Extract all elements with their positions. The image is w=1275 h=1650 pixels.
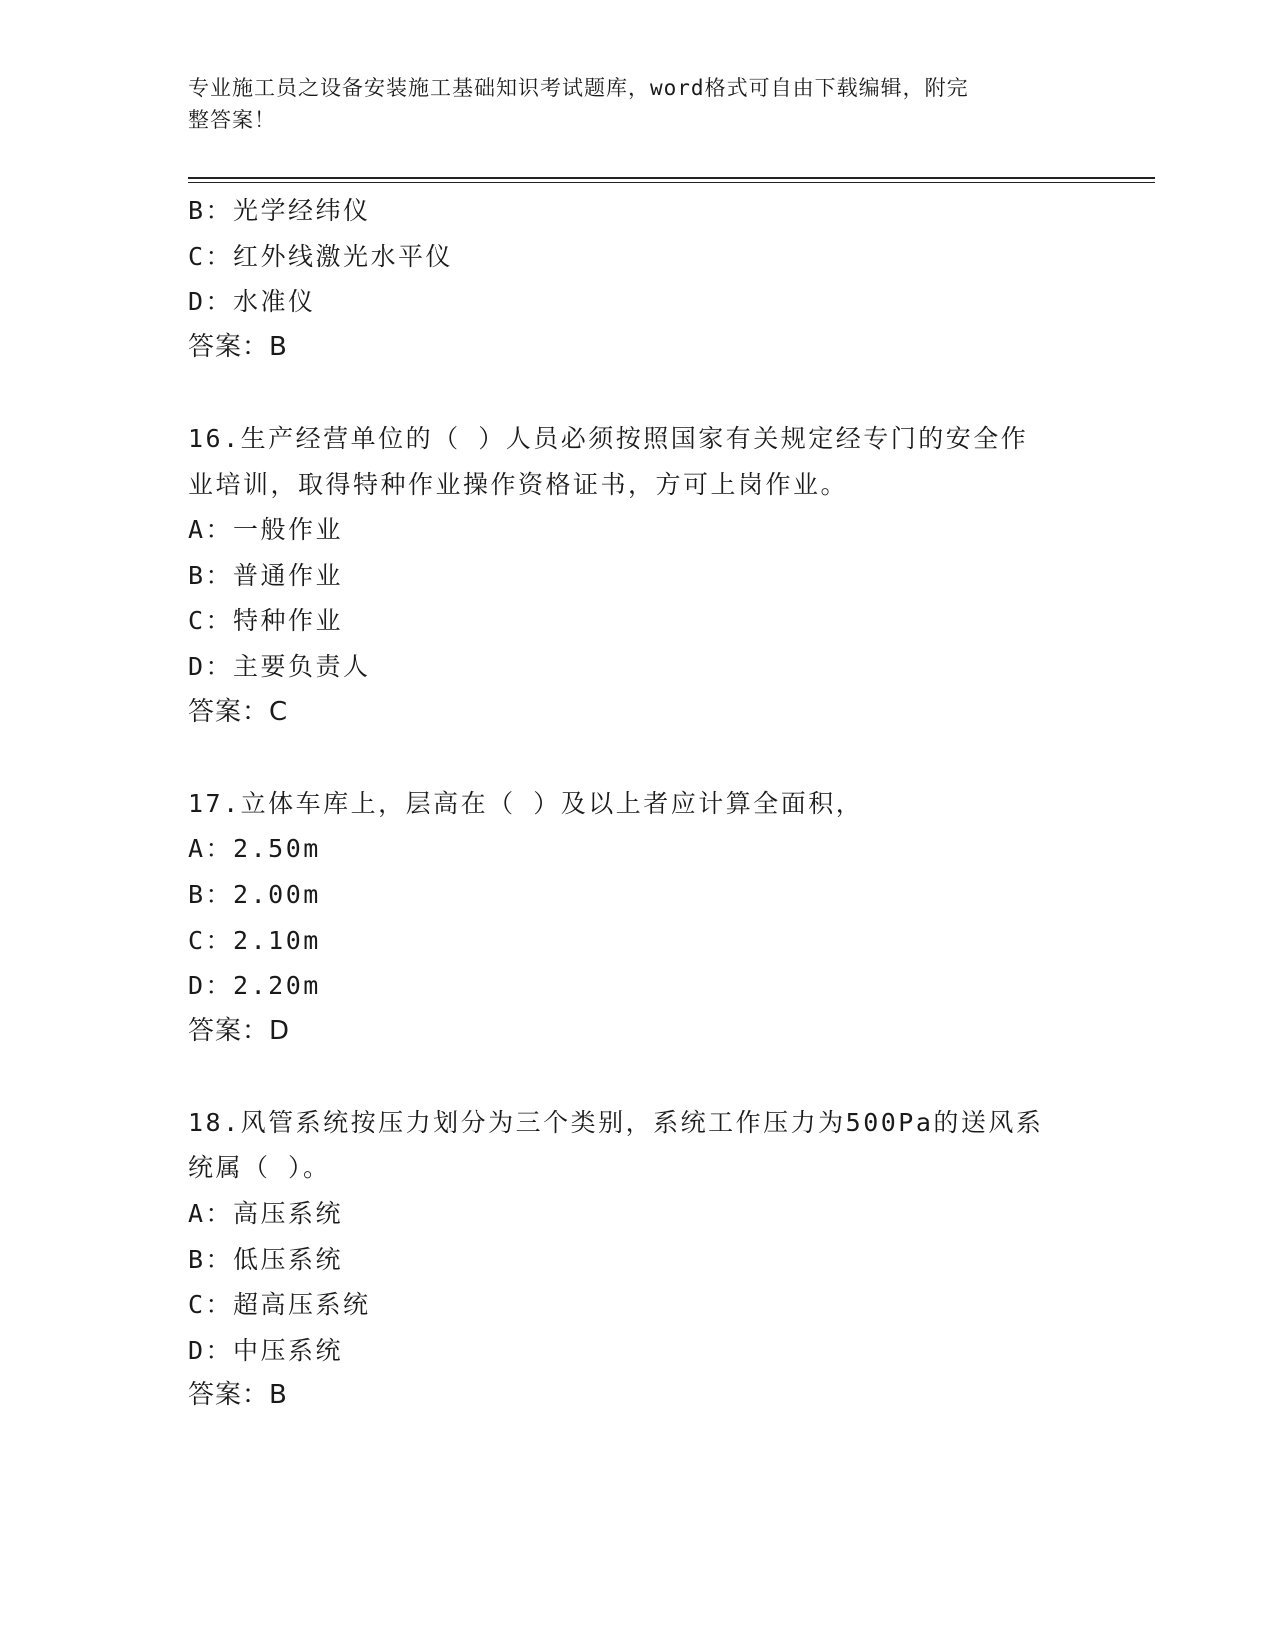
spacer (188, 370, 1088, 416)
option-d: D：中压系统 (188, 1335, 344, 1365)
question-list (188, 188, 1088, 1419)
header-line-1: 专业施工员之设备安装施工基础知识考试题库，word格式可自由下载编辑，附完 (188, 76, 969, 100)
option-d: D：主要负责人 (188, 651, 371, 681)
option-a: A：高压系统 (188, 1199, 344, 1229)
header-divider-thick (188, 177, 1155, 179)
option-b: B：光学经纬仪 (188, 196, 371, 225)
question-stem-line-2: 统属（ ）。 (188, 1153, 331, 1183)
option-c: C：超高压系统 (188, 1290, 371, 1320)
option-b: B：普通作业 (188, 560, 344, 590)
question-18 (188, 1100, 1088, 1419)
question-stem-line-1: 16.生产经营单位的（ ）人员必须按照国家有关规定经专门的安全作 (188, 423, 1029, 453)
option-c: C：2.10m (188, 925, 321, 955)
answer-line: 答案：B (188, 1380, 288, 1411)
question-17 (188, 781, 1088, 1055)
question-15-tail (188, 188, 1088, 370)
question-stem-line-2: 业培训，取得特种作业操作资格证书，方可上岗作业。 (188, 469, 849, 499)
option-c: C：特种作业 (188, 606, 344, 636)
answer-line: 答案：D (188, 1015, 291, 1046)
spacer (188, 735, 1088, 781)
answer-line: 答案：B (188, 331, 288, 362)
question-stem-line-1: 18.风管系统按压力划分为三个类别，系统工作压力为500Pa的送风系 (188, 1107, 1044, 1137)
option-c: C：红外线激光水平仪 (188, 241, 454, 271)
answer-line: 答案：C (188, 696, 289, 727)
option-a: A：一般作业 (188, 515, 344, 545)
option-b: B：2.00m (188, 879, 321, 909)
document-header (188, 72, 1068, 136)
header-divider-thin (188, 182, 1155, 183)
question-16 (188, 416, 1088, 735)
option-a: A：2.50m (188, 834, 321, 864)
spacer (188, 1054, 1088, 1100)
header-line-2: 整答案！ (188, 108, 276, 132)
option-d: D：水准仪 (188, 287, 316, 317)
option-b: B：低压系统 (188, 1244, 344, 1274)
question-stem-line-1: 17.立体车库上，层高在（ ）及以上者应计算全面积， (188, 788, 864, 818)
option-d: D：2.20m (188, 971, 321, 1001)
